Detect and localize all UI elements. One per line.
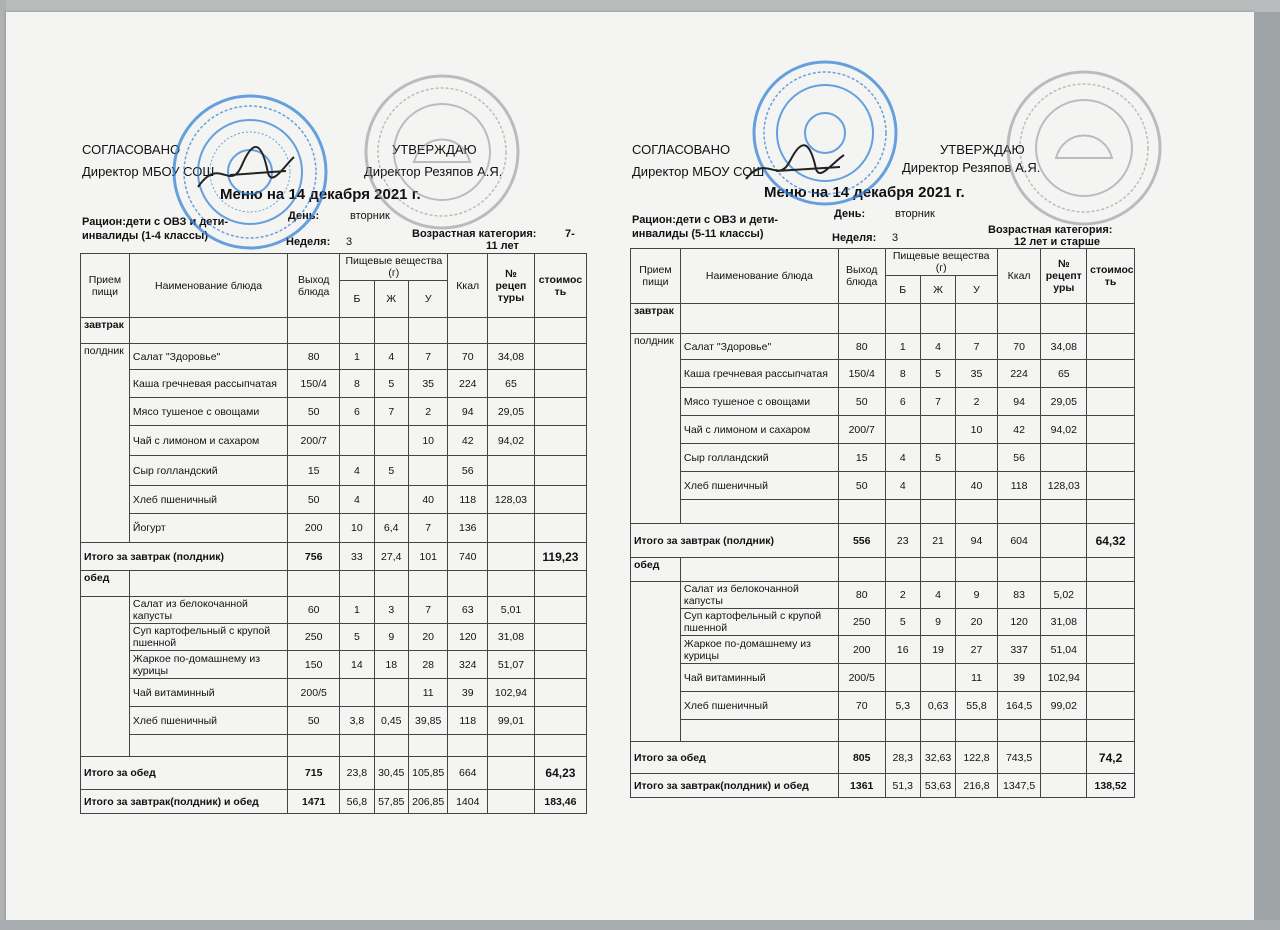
approved-label: СОГЛАСОВАНО (632, 142, 731, 157)
table-row (631, 500, 1135, 524)
meal-snack: полдник (81, 344, 130, 543)
page-title: Меню на 14 декабря 2021 г. (220, 186, 421, 203)
meal-breakfast: завтрак (631, 304, 681, 334)
day-label: День: (288, 210, 320, 222)
header-dish: Наименование блюда (680, 249, 838, 304)
menu-table (80, 253, 587, 814)
table-row: полдник Салат "Здоровье" 80 1 4 7 70 34,08 (81, 344, 587, 370)
director-right: Директор Резяпов А.Я. (364, 164, 503, 179)
age-value-1: 7- (565, 228, 575, 240)
week-value: 3 (892, 232, 899, 244)
table-row: Хлеб пшеничный 50 4 40 118 128,03 (631, 472, 1135, 500)
table-row: Салат из белокочанной капусты 80 2 4 9 83 5,02 (631, 582, 1135, 609)
age-label: Возрастная категория: (988, 224, 1113, 236)
header-output: Выход блюда (288, 254, 340, 318)
meal-breakfast: завтрак (81, 318, 130, 344)
table-row: Мясо тушеное с овощами 50 6 7 2 94 29,05 (631, 388, 1135, 416)
director-right: Директор Резяпов А.Я. (902, 160, 1041, 175)
table-row: Жаркое по-домашнему из курицы 200 16 19 27 337 51,04 (631, 636, 1135, 664)
header-cost: стоимос ть (534, 254, 586, 318)
scan-edge-right (1254, 12, 1280, 930)
director-left: Директор МБОУ СОШ (632, 164, 765, 179)
header-recipe: № рецепт уры (1041, 249, 1087, 304)
table-row (81, 735, 587, 757)
table-row: Сыр голландский 15 4 5 56 (81, 456, 587, 486)
age-value-2: 12 лет и старше (1014, 236, 1100, 248)
header-meal: Прием пищи (631, 249, 681, 304)
day-value: вторник (895, 208, 935, 220)
ration-line-2: инвалиды (1-4 классы) (82, 230, 208, 242)
age-label: Возрастная категория: (412, 228, 537, 240)
grand-total-row: Итого за завтрак(полдник) и обед 1471 56,8 57,85 206,85 1404 183,46 (81, 790, 587, 814)
table-row: Салат из белокочанной капусты 60 1 3 7 63 5,01 (81, 597, 587, 624)
confirmed-label: УТВЕРЖДАЮ (392, 142, 477, 157)
day-label: День: (834, 208, 866, 220)
header-carbs: У (408, 281, 448, 318)
table-row: Суп картофельный с крупой пшенной 250 5 9 20 120 31,08 (81, 624, 587, 651)
header-kcal: Ккал (997, 249, 1041, 304)
header-cost: стоимос ть (1087, 249, 1135, 304)
table-row: Суп картофельный с крупой пшенной 250 5 9 20 120 31,08 (631, 609, 1135, 636)
table-row: Чай с лимоном и сахаром 200/7 10 42 94,02 (631, 416, 1135, 444)
week-label: Неделя: (832, 232, 877, 244)
table-row: Мясо тушеное с овощами 50 6 7 2 94 29,05 (81, 398, 587, 426)
header-output: Выход блюда (838, 249, 885, 304)
header-fat: Ж (374, 281, 408, 318)
table-row: Каша гречневая рассыпчатая 150/4 8 5 35 224 65 (81, 370, 587, 398)
header-nutrients: Пищевые вещества (г) (340, 254, 448, 281)
header-protein: Б (885, 276, 920, 304)
day-value: вторник (350, 210, 390, 222)
lunch-total-row: Итого за обед 805 28,3 32,63 122,8 743,5 74,2 (631, 742, 1135, 774)
lunch-total-row: Итого за обед 715 23,8 30,45 105,85 664 64,23 (81, 757, 587, 790)
meal-lunch: обед (631, 558, 681, 582)
meal-lunch: обед (81, 571, 130, 597)
ration-line-1: Рацион:дети с ОВЗ и дети- (632, 214, 779, 226)
scan-edge-bottom (0, 920, 1280, 930)
week-value: 3 (346, 236, 353, 248)
header-recipe: № рецеп туры (488, 254, 535, 318)
director-left: Директор МБОУ СОШ (82, 164, 215, 179)
breakfast-total-row: Итого за завтрак (полдник) 756 33 27,4 101 740 119,23 (81, 543, 587, 571)
header-nutrients: Пищевые вещества (г) (885, 249, 997, 276)
table-row: Каша гречневая рассыпчатая 150/4 8 5 35 224 65 (631, 360, 1135, 388)
menu-table (630, 248, 1135, 798)
page-title: Меню на 14 декабря 2021 г. (764, 184, 965, 201)
grand-total-row: Итого за завтрак(полдник) и обед 1361 51,3 53,63 216,8 1347,5 138,52 (631, 774, 1135, 798)
table-row: Хлеб пшеничный 50 4 40 118 128,03 (81, 486, 587, 514)
week-label: Неделя: (286, 236, 331, 248)
header-carbs: У (956, 276, 998, 304)
header-kcal: Ккал (448, 254, 488, 318)
table-row: Чай с лимоном и сахаром 200/7 10 42 94,02 (81, 426, 587, 456)
header-fat: Ж (920, 276, 955, 304)
header-protein: Б (340, 281, 374, 318)
approved-label: СОГЛАСОВАНО (82, 142, 181, 157)
confirmed-label: УТВЕРЖДАЮ (940, 142, 1025, 157)
table-row: Чай витаминный 200/5 11 39 102,94 (631, 664, 1135, 692)
header-meal: Прием пищи (81, 254, 130, 318)
age-value-2: 11 лет (486, 240, 519, 252)
table-row: Хлеб пшеничный 70 5,3 0,63 55,8 164,5 99,02 (631, 692, 1135, 720)
meal-snack: полдник (631, 334, 681, 524)
breakfast-total-row: Итого за завтрак (полдник) 556 23 21 94 604 64,32 (631, 524, 1135, 558)
table-row: Чай витаминный 200/5 11 39 102,94 (81, 679, 587, 707)
table-row: Йогурт 200 10 6,4 7 136 (81, 514, 587, 543)
table-row: полдник Салат "Здоровье" 80 1 4 7 70 34,08 (631, 334, 1135, 360)
table-row (631, 720, 1135, 742)
table-row: Хлеб пшеничный 50 3,8 0,45 39,85 118 99,01 (81, 707, 587, 735)
header-dish: Наименование блюда (129, 254, 287, 318)
table-row: Жаркое по-домашнему из курицы 150 14 18 28 324 51,07 (81, 651, 587, 679)
ration-line-2: инвалиды (5-11 классы) (632, 228, 764, 240)
ration-line-1: Рацион:дети с ОВЗ и дети- (82, 216, 229, 228)
table-row: Сыр голландский 15 4 5 56 (631, 444, 1135, 472)
